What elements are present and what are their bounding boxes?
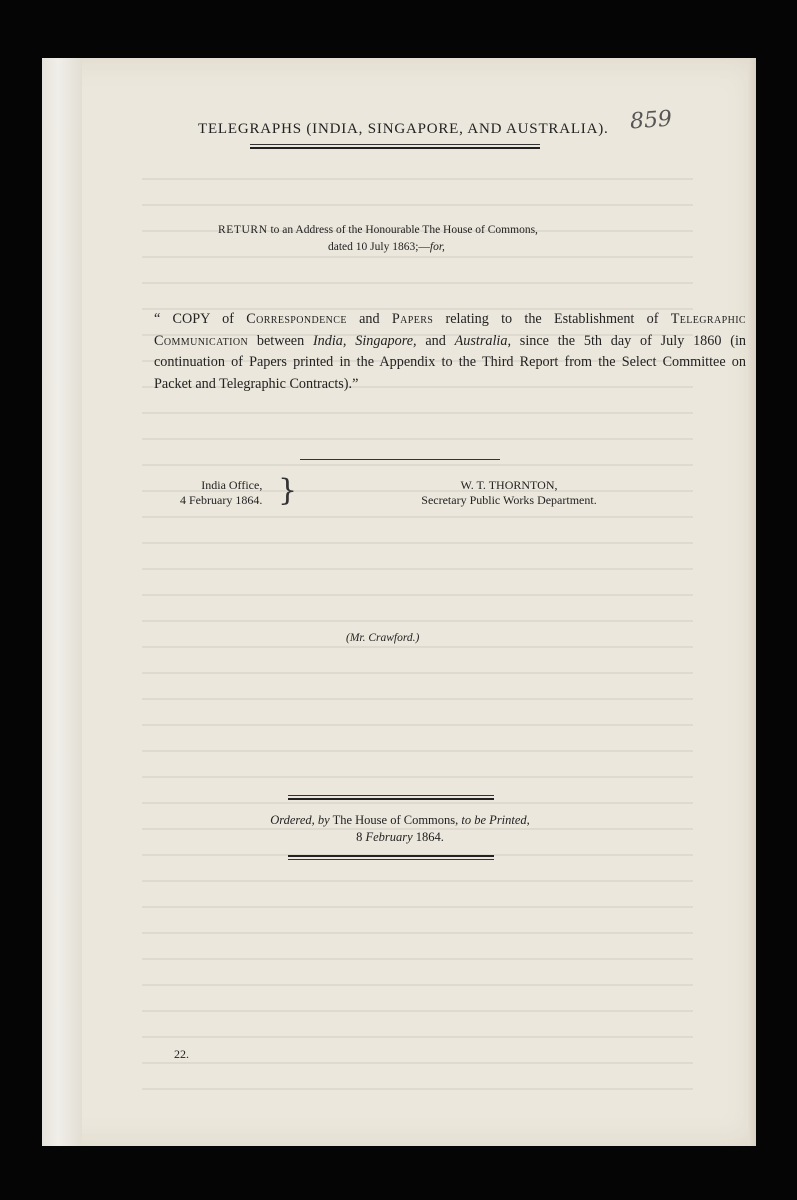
- copy-text-7: between: [248, 332, 313, 349]
- to-be-printed: to be Printed,: [461, 813, 530, 827]
- page-edge: [748, 58, 756, 1146]
- return-line: [218, 224, 538, 236]
- title-rule-top: [250, 144, 540, 145]
- document-page: [42, 58, 756, 1146]
- signature-block: [404, 478, 614, 508]
- dated-text: dated 10 July 1863;—: [328, 241, 430, 253]
- copy-text-2: Correspondence: [246, 311, 347, 327]
- signatory-name: W. T. THORNTON,: [460, 478, 558, 492]
- return-word: RETURN: [218, 224, 268, 236]
- india-office: India Office,: [201, 478, 263, 492]
- title-rule-bottom: [250, 147, 540, 149]
- copy-paragraph: [154, 309, 746, 395]
- order-month: February: [365, 830, 413, 844]
- copy-text-11: since the 5th day of July 1860 (in continuation of Papers printed in the Appendix to the Third Report from the Select Committee on Packet and Telegraphic Contracts).”: [154, 332, 746, 392]
- order-rule-top-2: [288, 798, 494, 800]
- binding-strip: [42, 58, 82, 1146]
- brace-icon: }: [278, 473, 298, 508]
- copy-text-9: and: [416, 332, 455, 349]
- mover-name: (Mr. Crawford.): [346, 632, 420, 644]
- return-line-rest: to an Address of the Honourable The House of Commons,: [267, 224, 538, 236]
- document-title: TELEGRAPHS (INDIA, SINGAPORE, AND AUSTRALIA).: [198, 121, 609, 137]
- signatory-position: Secretary Public Works Department.: [421, 493, 597, 507]
- page-number: 22.: [174, 1047, 189, 1061]
- separator-rule: [300, 459, 500, 460]
- signature-location: [180, 478, 262, 508]
- copy-text-8: India, Singapore,: [312, 332, 417, 349]
- signature-date: 4 February 1864.: [180, 493, 263, 507]
- order-day: 8: [356, 830, 366, 844]
- order-line-1: [260, 812, 540, 829]
- dated-line: [328, 241, 445, 253]
- copy-text-5: relating to the Establishment of: [433, 311, 671, 327]
- copy-text-1: “ COPY of: [154, 311, 247, 327]
- order-rule-top-1: [288, 795, 494, 796]
- copy-text-4: Papers: [391, 311, 434, 327]
- order-to-print: [260, 812, 540, 846]
- order-rule-bottom-2: [288, 859, 494, 860]
- copy-text-6: Telegraphic Communication: [154, 311, 746, 349]
- order-line-2: [260, 829, 540, 846]
- order-year: 1864.: [412, 830, 444, 844]
- handwritten-folio-number: 859: [629, 106, 673, 135]
- copy-text-3: and: [346, 311, 392, 327]
- ordered-word: Ordered, by: [270, 813, 330, 827]
- copy-text-10: Australia,: [454, 332, 512, 349]
- order-body: The House of Commons,: [329, 813, 462, 827]
- order-rule-bottom-1: [288, 855, 494, 857]
- for-word: for,: [429, 241, 445, 253]
